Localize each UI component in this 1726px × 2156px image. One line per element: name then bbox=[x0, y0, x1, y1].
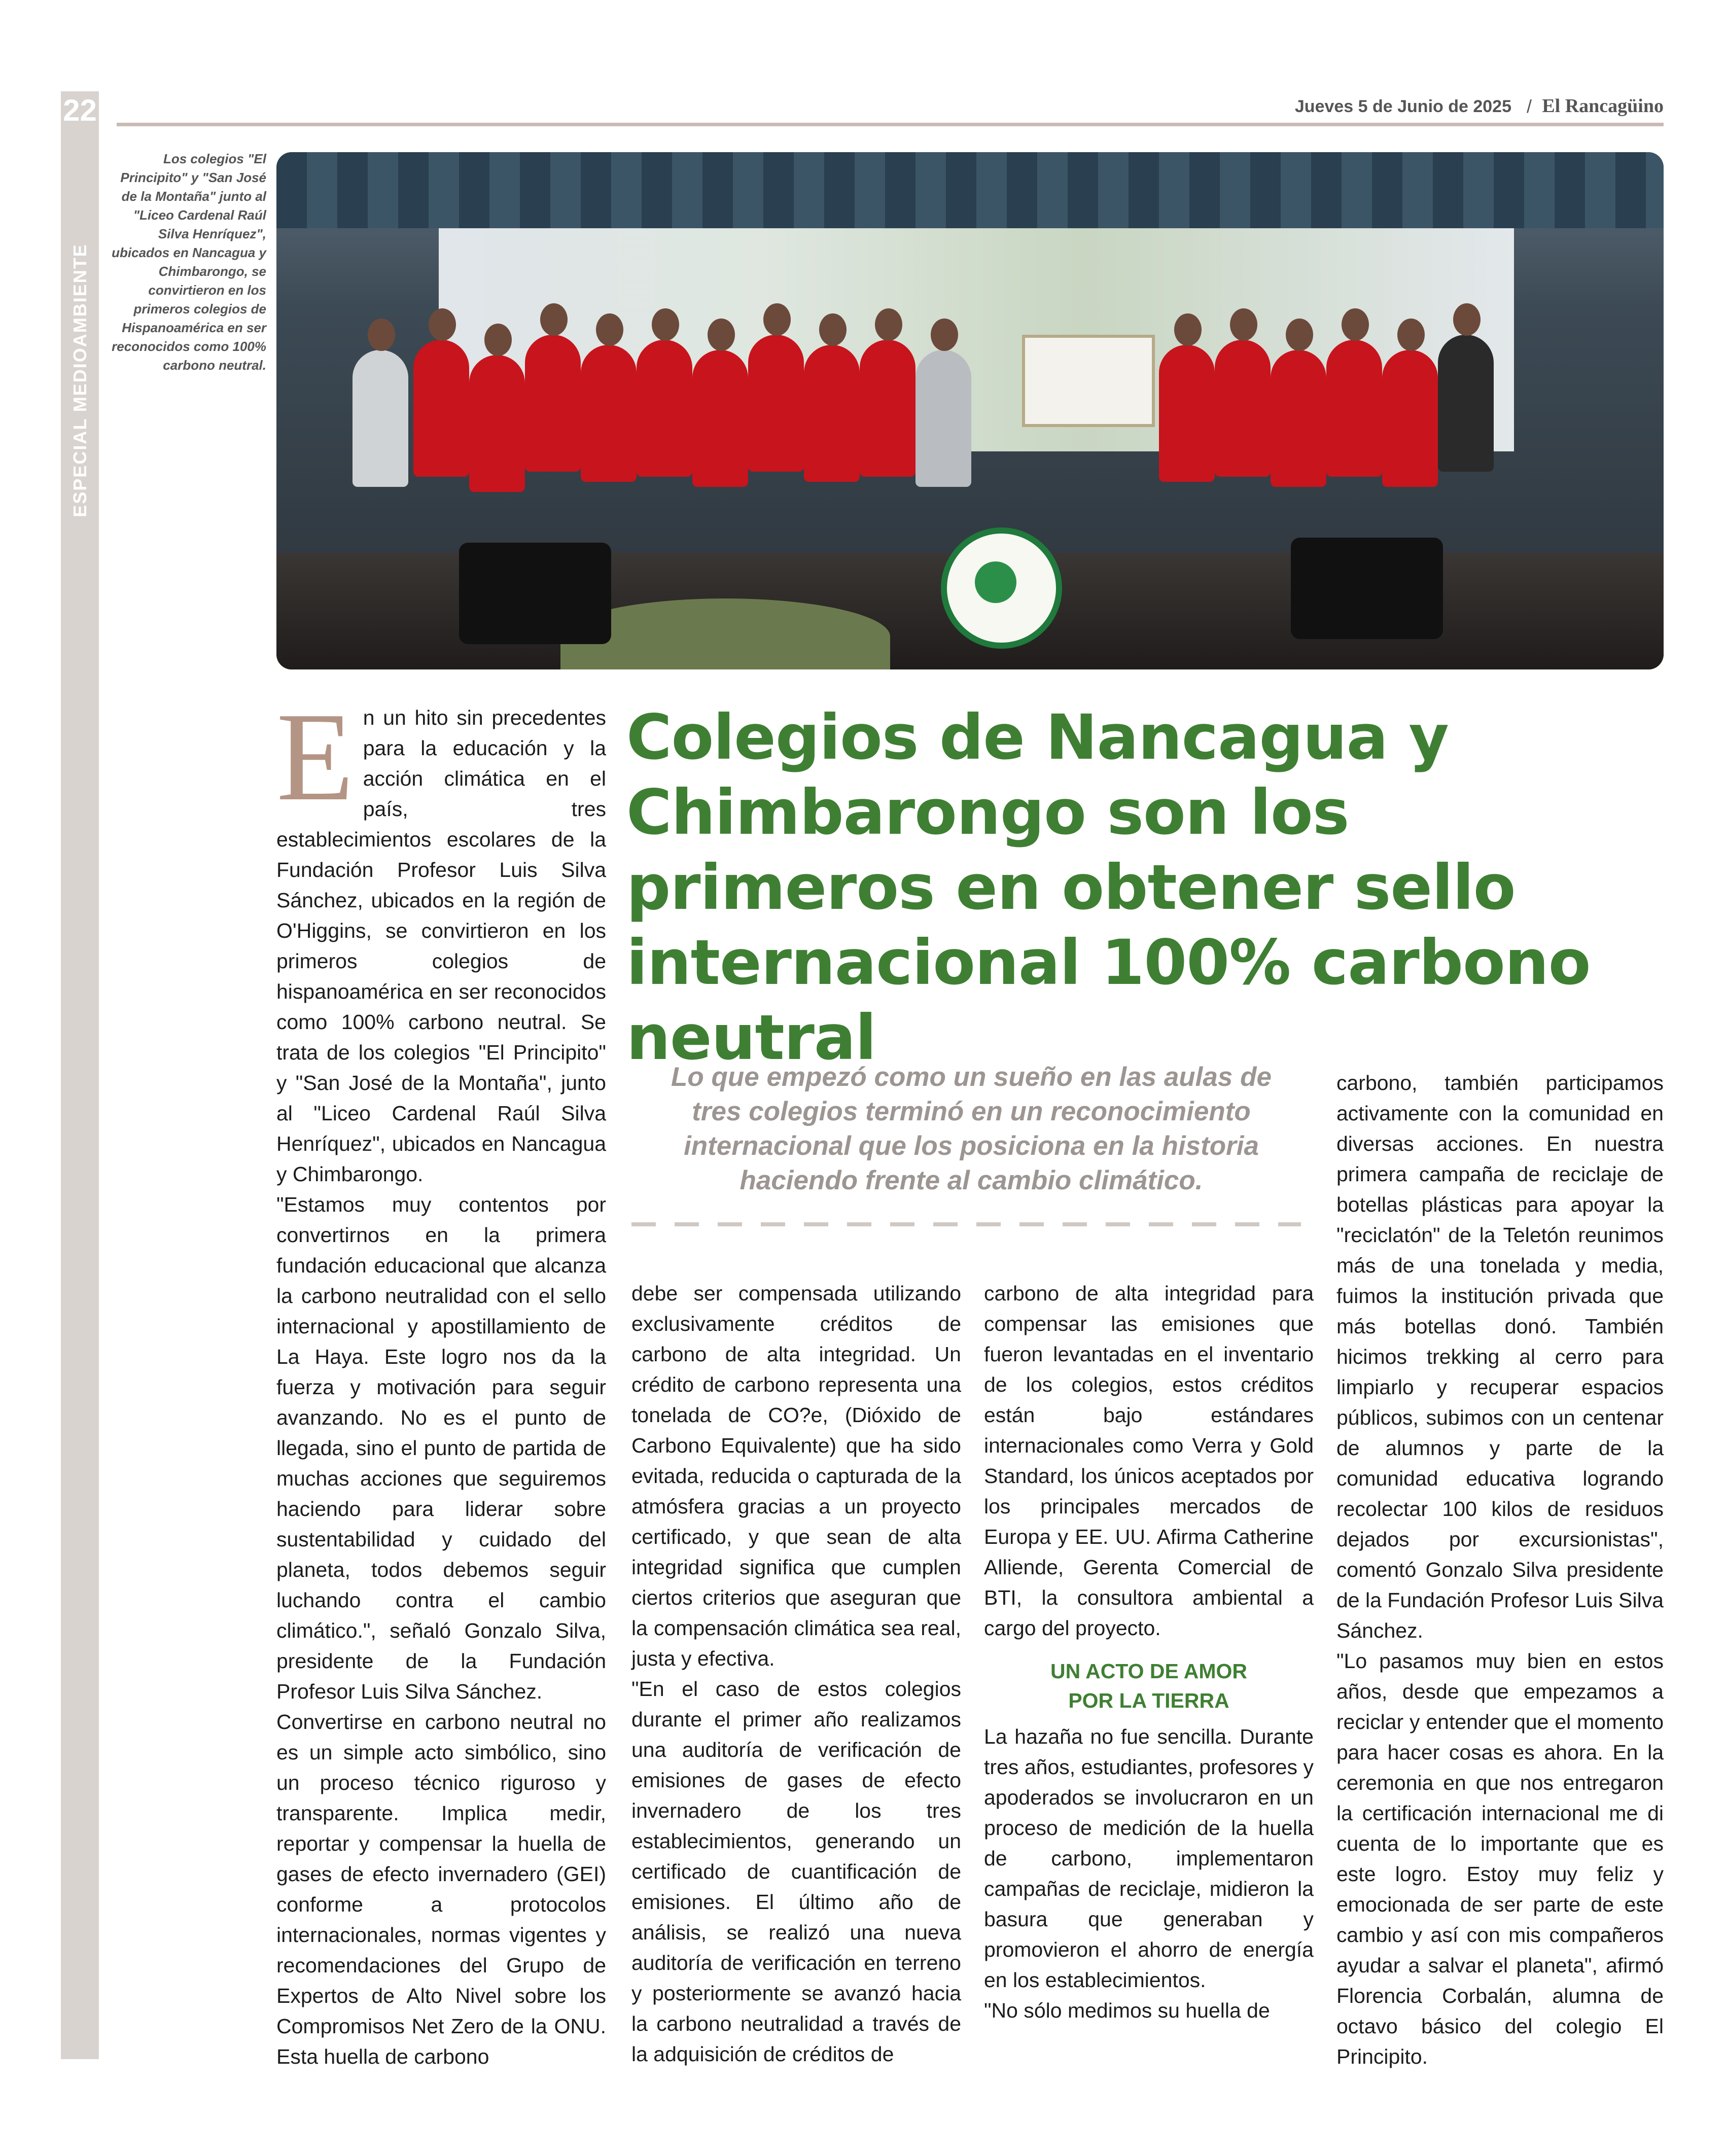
stage-speaker bbox=[459, 543, 611, 644]
article-column-3 bbox=[984, 1278, 1314, 2026]
article-column-4 bbox=[1336, 1068, 1664, 2072]
page-header bbox=[117, 94, 1664, 124]
ceremony-photo bbox=[276, 152, 1664, 669]
certificate-frame bbox=[1022, 335, 1155, 427]
person-figure bbox=[581, 345, 637, 482]
paragraph: "No sólo medimos su huella de bbox=[984, 1999, 1270, 2022]
carbon-neutral-seal-logo bbox=[941, 527, 1062, 649]
section-heading-line: POR LA TIERRA bbox=[1068, 1689, 1229, 1712]
paragraph: Convertirse en carbono neutral no es un simple acto simbólico, sino un proceso técnico riguroso y transparente. Implica medir, reportar y compensar la huella de gases de efecto invernadero (GEI) conforme a protocolos internacionales, normas vigentes y recomendaciones del Grupo de Expertos de Alto Nivel sobre los Compromisos Net Zero de la ONU. Esta huella de carbono bbox=[276, 1710, 606, 2068]
section-label-text: ESPECIAL MEDIOAMBIENTE bbox=[69, 243, 90, 517]
article-headline: Colegios de Nancagua y Chimbarongo son los primeros en obtener sello internacional 100% carbono neutral bbox=[626, 701, 1591, 1074]
person-figure bbox=[692, 350, 748, 487]
photo-caption: Los colegios "El Principito" y "San José de la Montaña" junto al "Liceo Cardenal Raúl Silva Henríquez", ubicados en Nancagua y Chimbarongo, se convirtieron en los primeros colegios de Hispanoamérica en ser reconocidos como 100% carbono neutral. bbox=[112, 151, 266, 373]
dashed-divider bbox=[631, 1222, 1301, 1226]
article-column-1 bbox=[276, 687, 606, 2072]
person-figure bbox=[1326, 340, 1382, 477]
person-figure bbox=[1271, 350, 1326, 487]
person-figure bbox=[1215, 340, 1271, 477]
person-figure bbox=[525, 335, 581, 472]
paragraph: "Estamos muy contentos por convertirnos en la primera fundación educacional que alcanza la carbono neutralidad con el sello internacional y apostillamiento de La Haya. Este logro nos da la fuerza y motivación para seguir avanzando. No es el punto de llegada, sino el punto de partida de muchas acciones que seguiremos haciendo para liderar sobre sustentabilidad y cuidado del planeta, todos debemos seguir luchando contra el cambio climático.", señaló Gonzalo Silva, presidente de la Fundación Profesor Luis Silva Sánchez. bbox=[276, 1193, 606, 1703]
photo-roof bbox=[276, 152, 1664, 228]
person-figure bbox=[413, 340, 469, 477]
header-separator: / bbox=[1526, 96, 1532, 117]
section-heading bbox=[984, 1656, 1314, 1715]
person-figure bbox=[637, 340, 692, 477]
stage-speaker bbox=[1291, 538, 1443, 639]
paragraph: debe ser compensada utilizando exclusivamente créditos de carbono de alta integridad. Un crédito de carbono representa una tonelada de CO?e, (Dióxido de Carbono Equivalente) que ha sido evitada, reducida o capturada de la atmósfera gracias a un proyecto certificado, y que sean de alta integridad significa que cumplen ciertos criterios que aseguran que la compensación climática sea real, justa y efectiva. bbox=[631, 1282, 961, 1670]
person-figure bbox=[469, 355, 525, 492]
paragraph: La hazaña no fue sencilla. Durante tres años, estudiantes, profesores y apoderados se involucraron en un proceso de medición de la huella de carbono, implementaron campañas de reciclaje, midieron la basura que generaban y promovieron el ahorro de energía en los establecimientos. bbox=[984, 1725, 1314, 1992]
person-figure bbox=[1438, 335, 1494, 472]
drop-cap: E bbox=[276, 687, 354, 827]
photo-students-group bbox=[353, 320, 1570, 533]
person-figure bbox=[748, 335, 804, 472]
person-figure bbox=[804, 345, 860, 482]
section-label bbox=[65, 243, 95, 517]
person-figure bbox=[1382, 350, 1438, 487]
article-column-2 bbox=[631, 1278, 961, 2069]
article-subhead: Lo que empezó como un sueño en las aulas de tres colegios terminó en un reconocimiento internacional que los posiciona en la historia haciendo frente al cambio climático. bbox=[671, 1062, 1272, 1195]
section-heading-line: UN ACTO DE AMOR bbox=[1050, 1659, 1247, 1683]
header-rule bbox=[117, 123, 1664, 126]
paragraph: carbono de alta integridad para compensar las emisiones que fueron levantadas en el inventario de los colegios, estos créditos están bajo estándares internacionales como Verra y Gold Standard, los únicos aceptados por los principales mercados de Europa y EE. UU. Afirma Catherine Alliende, Gerenta Comercial de BTI, la consultora ambiental a cargo del proyecto. bbox=[984, 1282, 1314, 1640]
issue-date: Jueves 5 de Junio de 2025 bbox=[1294, 97, 1511, 116]
paragraph: carbono, también participamos activamente con la comunidad en diversas acciones. En nuestra primera campaña de reciclaje de botellas plásticas para apoyar la "reciclatón" de la Teletón reunimos más de una tonelada y media, fuimos la institución privada que más botellas donó. También hicimos trekking al cerro para limpiarlo y recuperar espacios públicos, subimos con un centenar de alumnos y parte de la comunidad educativa logrando recolectar 100 kilos de residuos dejados por excursionistas", comentó Gonzalo Silva presidente de la Fundación Profesor Luis Silva Sánchez. bbox=[1336, 1071, 1664, 1642]
person-figure bbox=[860, 340, 915, 477]
newspaper-name: El Rancagüino bbox=[1542, 95, 1664, 117]
person-figure bbox=[353, 350, 408, 487]
paragraph: n un hito sin precedentes para la educación y la acción climática en el país, tres establecimientos escolares de la Fundación Profesor Luis Silva Sánchez, ubicados en la región de O'Higgins, se convirtieron en los primeros colegios de hispanoamérica en ser reconocidos como 100% carbono neutral. Se trata de los colegios "El Principito" y "San José de la Montaña", junto al "Liceo Cardenal Raúl Silva Henríquez", ubicados en Nancagua y Chimbarongo. bbox=[276, 706, 606, 1186]
section-strip bbox=[61, 91, 99, 2059]
person-figure bbox=[1159, 345, 1215, 482]
paragraph: "En el caso de estos colegios durante el primer año realizamos una auditoría de verificación de emisiones de gases de efecto invernadero de los tres establecimientos, generando un certificado de cuantificación de emisiones. El último año de análisis, se realizó una nueva auditoría de verificación en terreno y posteriormente se avanzó hacia la carbono neutralidad a través de la adquisición de créditos de bbox=[631, 1677, 961, 2066]
paragraph: "Lo pasamos muy bien en estos años, desde que empezamos a reciclar y entender que el momento para hacer cosas es ahora. En la ceremonia en que nos entregaron la certificación internacional me di cuenta de lo importante que es este logro. Estoy muy feliz y emocionada de ser parte de este cambio y así con mis compañeros ayudar a salvar el planeta", afirmó Florencia Corbalán, alumna de octavo básico del colegio El Principito. bbox=[1336, 1649, 1664, 2068]
page-number: 22 bbox=[63, 93, 97, 127]
person-figure bbox=[915, 350, 971, 487]
